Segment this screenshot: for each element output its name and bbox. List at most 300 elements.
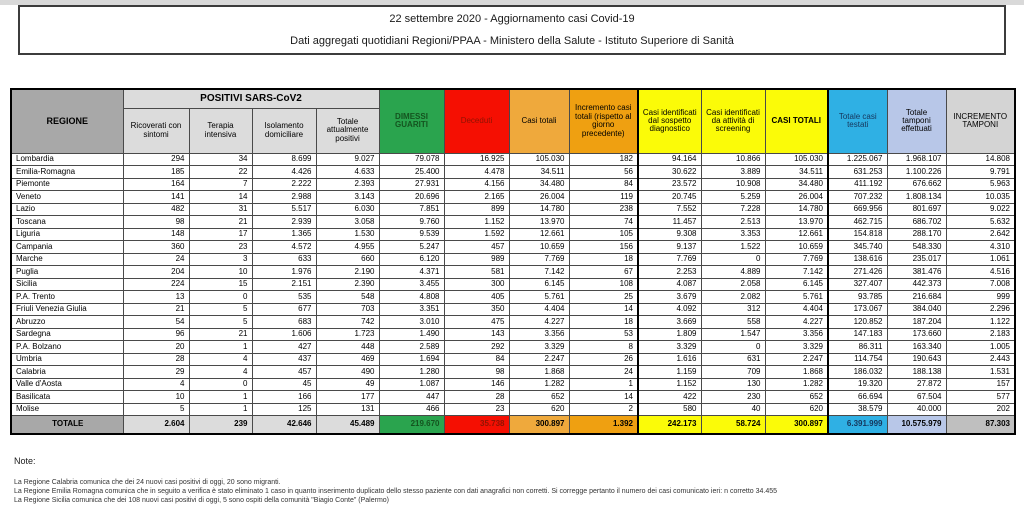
value-cell: 0: [701, 253, 765, 266]
table-row: [11, 366, 1015, 379]
value-cell: 94.164: [638, 153, 701, 166]
value-cell: 1: [189, 391, 252, 404]
value-cell: 131: [316, 403, 379, 416]
value-cell: 4.227: [765, 316, 828, 329]
col-header-sospetto-diagnostico: Casi identificati dal sospetto diagnostico: [638, 89, 701, 153]
value-cell: 146: [444, 378, 509, 391]
value-cell: 202: [946, 403, 1015, 416]
value-cell: 8.699: [252, 153, 316, 166]
value-cell: 20.696: [379, 191, 444, 204]
value-cell: 294: [123, 153, 189, 166]
value-cell: 21: [189, 328, 252, 341]
table-row: [11, 403, 1015, 416]
value-cell: 5.259: [701, 191, 765, 204]
value-cell: 114.754: [828, 353, 887, 366]
value-cell: 154.818: [828, 228, 887, 241]
value-cell: 86.311: [828, 341, 887, 354]
value-cell: 31: [189, 203, 252, 216]
value-cell: 422: [638, 391, 701, 404]
table-row: [11, 166, 1015, 179]
value-cell: 899: [444, 203, 509, 216]
value-cell: 3.353: [701, 228, 765, 241]
value-cell: 130: [701, 378, 765, 391]
value-cell: 490: [316, 366, 379, 379]
col-header-casi-totali: Casi totali: [509, 89, 569, 153]
value-cell: 163.340: [887, 341, 946, 354]
value-cell: 166: [252, 391, 316, 404]
value-cell: 0: [701, 341, 765, 354]
value-cell: 34.511: [509, 166, 569, 179]
value-cell: 21: [123, 303, 189, 316]
value-cell: 156: [569, 241, 638, 254]
value-cell: 108: [569, 278, 638, 291]
value-cell: 120.852: [828, 316, 887, 329]
value-cell: 620: [765, 403, 828, 416]
value-cell: 3.455: [379, 278, 444, 291]
value-cell: 2.393: [316, 178, 379, 191]
value-cell: 2.513: [701, 216, 765, 229]
value-cell: 4.227: [509, 316, 569, 329]
value-cell: 27.931: [379, 178, 444, 191]
value-cell: 1.152: [444, 216, 509, 229]
value-cell: 312: [701, 303, 765, 316]
value-cell: 98: [123, 216, 189, 229]
value-cell: 58.724: [701, 416, 765, 434]
value-cell: 105.030: [509, 153, 569, 166]
value-cell: 9.760: [379, 216, 444, 229]
col-header-dimessi-guariti: DIMESSI GUARITI: [379, 89, 444, 153]
value-cell: 466: [379, 403, 444, 416]
value-cell: 1.280: [379, 366, 444, 379]
value-cell: 676.662: [887, 178, 946, 191]
value-cell: 989: [444, 253, 509, 266]
value-cell: 6.145: [509, 278, 569, 291]
value-cell: 11.457: [638, 216, 701, 229]
region-name: Piemonte: [11, 178, 123, 191]
table-row: [11, 178, 1015, 191]
value-cell: 10: [123, 391, 189, 404]
value-cell: 300: [444, 278, 509, 291]
region-name: Abruzzo: [11, 316, 123, 329]
value-cell: 30.622: [638, 166, 701, 179]
col-header-incremento-tamponi: INCREMENTO TAMPONI: [946, 89, 1015, 153]
value-cell: 79.078: [379, 153, 444, 166]
value-cell: 14.808: [946, 153, 1015, 166]
value-cell: 4.310: [946, 241, 1015, 254]
region-name: Campania: [11, 241, 123, 254]
table-row: [11, 216, 1015, 229]
col-header-casi-totali-2: CASI TOTALI: [765, 89, 828, 153]
col-header-isolamento: Isolamento domiciliare: [252, 108, 316, 153]
value-cell: 703: [316, 303, 379, 316]
value-cell: 3.351: [379, 303, 444, 316]
value-cell: 5.247: [379, 241, 444, 254]
value-cell: 2.058: [701, 278, 765, 291]
value-cell: 1.592: [444, 228, 509, 241]
value-cell: 457: [252, 366, 316, 379]
value-cell: 1.531: [946, 366, 1015, 379]
value-cell: 7.142: [765, 266, 828, 279]
value-cell: 238: [569, 203, 638, 216]
value-cell: 742: [316, 316, 379, 329]
value-cell: 87.303: [946, 416, 1015, 434]
value-cell: 14: [569, 391, 638, 404]
value-cell: 1: [189, 341, 252, 354]
value-cell: 25.400: [379, 166, 444, 179]
value-cell: 577: [946, 391, 1015, 404]
table-row: [11, 278, 1015, 291]
value-cell: 9.791: [946, 166, 1015, 179]
value-cell: 105.030: [765, 153, 828, 166]
value-cell: 2.222: [252, 178, 316, 191]
value-cell: 1.225.067: [828, 153, 887, 166]
table-body: [11, 153, 1015, 434]
table-row: [11, 291, 1015, 304]
value-cell: 10.035: [946, 191, 1015, 204]
value-cell: 2.443: [946, 353, 1015, 366]
value-cell: 4.092: [638, 303, 701, 316]
value-cell: 411.192: [828, 178, 887, 191]
value-cell: 405: [444, 291, 509, 304]
value-cell: 9.022: [946, 203, 1015, 216]
value-cell: 23: [444, 403, 509, 416]
value-cell: 3.329: [765, 341, 828, 354]
value-cell: 686.702: [887, 216, 946, 229]
value-cell: 1: [189, 403, 252, 416]
value-cell: 2.183: [946, 328, 1015, 341]
region-name: Veneto: [11, 191, 123, 204]
value-cell: 1.152: [638, 378, 701, 391]
value-cell: 3.329: [638, 341, 701, 354]
value-cell: 427: [252, 341, 316, 354]
value-cell: 10.659: [765, 241, 828, 254]
value-cell: 56: [569, 166, 638, 179]
value-cell: 18: [569, 253, 638, 266]
value-cell: 300.897: [765, 416, 828, 434]
report-subtitle: Dati aggregati quotidiani Regioni/PPAA - Ministero della Salute - Istituto Superiore di Sanità: [290, 35, 734, 47]
value-cell: 4.371: [379, 266, 444, 279]
value-cell: 21: [189, 216, 252, 229]
value-cell: 10.908: [701, 178, 765, 191]
value-cell: 54: [123, 316, 189, 329]
value-cell: 26.004: [765, 191, 828, 204]
value-cell: 242.173: [638, 416, 701, 434]
value-cell: 4.478: [444, 166, 509, 179]
table-row: [11, 228, 1015, 241]
value-cell: 38.579: [828, 403, 887, 416]
report-date-title: 22 settembre 2020 - Aggiornamento casi Covid-19: [389, 13, 635, 25]
value-cell: 13.970: [765, 216, 828, 229]
region-name: Calabria: [11, 366, 123, 379]
table-row: [11, 191, 1015, 204]
value-cell: 2.247: [509, 353, 569, 366]
value-cell: 173.067: [828, 303, 887, 316]
value-cell: 7.008: [946, 278, 1015, 291]
value-cell: 1.976: [252, 266, 316, 279]
value-cell: 548.330: [887, 241, 946, 254]
value-cell: 6.391.999: [828, 416, 887, 434]
value-cell: 14: [189, 191, 252, 204]
value-cell: 2.939: [252, 216, 316, 229]
value-cell: 14: [569, 303, 638, 316]
value-cell: 1.061: [946, 253, 1015, 266]
value-cell: 1.868: [509, 366, 569, 379]
value-cell: 18: [569, 316, 638, 329]
col-header-screening: Casi identificati da attività di screening: [701, 89, 765, 153]
region-name: Liguria: [11, 228, 123, 241]
value-cell: 148: [123, 228, 189, 241]
region-name: Emilia-Romagna: [11, 166, 123, 179]
value-cell: 4.955: [316, 241, 379, 254]
value-cell: 3.679: [638, 291, 701, 304]
value-cell: 3.356: [765, 328, 828, 341]
value-cell: 28: [123, 353, 189, 366]
value-cell: 67.504: [887, 391, 946, 404]
value-cell: 2.151: [252, 278, 316, 291]
value-cell: 3.329: [509, 341, 569, 354]
value-cell: 4.516: [946, 266, 1015, 279]
value-cell: 138.616: [828, 253, 887, 266]
value-cell: 45.489: [316, 416, 379, 434]
value-cell: 182: [569, 153, 638, 166]
table-row: [11, 378, 1015, 391]
value-cell: 29: [123, 366, 189, 379]
value-cell: 6.145: [765, 278, 828, 291]
value-cell: 5.761: [509, 291, 569, 304]
region-name: Lombardia: [11, 153, 123, 166]
value-cell: 442.373: [887, 278, 946, 291]
col-header-incremento-casi: Incremento casi totali (rispetto al giorno precedente): [569, 89, 638, 153]
value-cell: 13.970: [509, 216, 569, 229]
value-cell: 535: [252, 291, 316, 304]
value-cell: 2.082: [701, 291, 765, 304]
value-cell: 143: [444, 328, 509, 341]
value-cell: 1: [569, 378, 638, 391]
region-name: P.A. Trento: [11, 291, 123, 304]
value-cell: 1.723: [316, 328, 379, 341]
value-cell: 1.616: [638, 353, 701, 366]
value-cell: 2: [569, 403, 638, 416]
value-cell: 7: [189, 178, 252, 191]
value-cell: 9.539: [379, 228, 444, 241]
value-cell: 188.138: [887, 366, 946, 379]
value-cell: 4.087: [638, 278, 701, 291]
value-cell: 53: [569, 328, 638, 341]
value-cell: 40: [701, 403, 765, 416]
value-cell: 581: [444, 266, 509, 279]
col-header-casi-testati: Totale casi testati: [828, 89, 887, 153]
table-row: [11, 303, 1015, 316]
region-name: Puglia: [11, 266, 123, 279]
value-cell: 5: [189, 303, 252, 316]
value-cell: 34.511: [765, 166, 828, 179]
value-cell: 1.365: [252, 228, 316, 241]
value-cell: 0: [189, 378, 252, 391]
value-cell: 631: [701, 353, 765, 366]
value-cell: 84: [444, 353, 509, 366]
value-cell: 3.010: [379, 316, 444, 329]
value-cell: 0: [189, 291, 252, 304]
value-cell: 2.190: [316, 266, 379, 279]
value-cell: 7.228: [701, 203, 765, 216]
value-cell: 45: [252, 378, 316, 391]
value-cell: 469: [316, 353, 379, 366]
value-cell: 652: [509, 391, 569, 404]
value-cell: 271.426: [828, 266, 887, 279]
title-box: [18, 5, 1006, 55]
value-cell: 669.956: [828, 203, 887, 216]
value-cell: 1.809: [638, 328, 701, 341]
value-cell: 1.282: [765, 378, 828, 391]
value-cell: 28: [444, 391, 509, 404]
value-cell: 2.642: [946, 228, 1015, 241]
col-header-deceduti: Deceduti: [444, 89, 509, 153]
value-cell: 1.968.107: [887, 153, 946, 166]
value-cell: 239: [189, 416, 252, 434]
value-cell: 25: [569, 291, 638, 304]
value-cell: 580: [638, 403, 701, 416]
value-cell: 20.745: [638, 191, 701, 204]
value-cell: 633: [252, 253, 316, 266]
value-cell: 5.761: [765, 291, 828, 304]
value-cell: 26: [569, 353, 638, 366]
value-cell: 327.407: [828, 278, 887, 291]
value-cell: 96: [123, 328, 189, 341]
value-cell: 2.988: [252, 191, 316, 204]
value-cell: 660: [316, 253, 379, 266]
value-cell: 4.889: [701, 266, 765, 279]
value-cell: 5: [123, 403, 189, 416]
value-cell: 1.100.226: [887, 166, 946, 179]
value-cell: 1.392: [569, 416, 638, 434]
value-cell: 1.159: [638, 366, 701, 379]
value-cell: 1.606: [252, 328, 316, 341]
region-name: Lazio: [11, 203, 123, 216]
value-cell: 4: [123, 378, 189, 391]
value-cell: 3.058: [316, 216, 379, 229]
value-cell: 2.296: [946, 303, 1015, 316]
value-cell: 20: [123, 341, 189, 354]
value-cell: 448: [316, 341, 379, 354]
table-row: [11, 253, 1015, 266]
value-cell: 105: [569, 228, 638, 241]
value-cell: 16.925: [444, 153, 509, 166]
region-name: Friuli Venezia Giulia: [11, 303, 123, 316]
value-cell: 7.769: [638, 253, 701, 266]
value-cell: 683: [252, 316, 316, 329]
value-cell: 84: [569, 178, 638, 191]
value-cell: 6.120: [379, 253, 444, 266]
value-cell: 1.530: [316, 228, 379, 241]
table-row: [11, 153, 1015, 166]
value-cell: 12.661: [765, 228, 828, 241]
value-cell: 49: [316, 378, 379, 391]
value-cell: 1.694: [379, 353, 444, 366]
value-cell: 7.142: [509, 266, 569, 279]
value-cell: 3.143: [316, 191, 379, 204]
value-cell: 707.232: [828, 191, 887, 204]
value-cell: 2.165: [444, 191, 509, 204]
value-cell: 125: [252, 403, 316, 416]
value-cell: 157: [946, 378, 1015, 391]
value-cell: 5: [189, 316, 252, 329]
value-cell: 709: [701, 366, 765, 379]
value-cell: 185: [123, 166, 189, 179]
table-row: [11, 316, 1015, 329]
col-header-ricoverati: Ricoverati con sintomi: [123, 108, 189, 153]
value-cell: 224: [123, 278, 189, 291]
value-cell: 5.517: [252, 203, 316, 216]
value-cell: 187.204: [887, 316, 946, 329]
value-cell: 1.282: [509, 378, 569, 391]
value-cell: 10.659: [509, 241, 569, 254]
value-cell: 7.851: [379, 203, 444, 216]
value-cell: 147.183: [828, 328, 887, 341]
value-cell: 2.247: [765, 353, 828, 366]
col-group-positivi: POSITIVI SARS-CoV2: [123, 89, 379, 108]
value-cell: 457: [444, 241, 509, 254]
value-cell: 4.404: [509, 303, 569, 316]
col-header-tamponi: Totale tamponi effettuati: [887, 89, 946, 153]
value-cell: 66.694: [828, 391, 887, 404]
note-calabria: La Regione Calabria comunica che dei 24 nuovi casi positivi di oggi, 20 sono migranti.: [14, 479, 281, 486]
value-cell: 3.669: [638, 316, 701, 329]
notes-title: Note:: [14, 456, 36, 466]
value-cell: 7.769: [765, 253, 828, 266]
value-cell: 2.604: [123, 416, 189, 434]
region-name: Toscana: [11, 216, 123, 229]
region-name: Marche: [11, 253, 123, 266]
value-cell: 4: [189, 366, 252, 379]
col-header-regione: REGIONE: [11, 89, 123, 153]
value-cell: 10.866: [701, 153, 765, 166]
value-cell: 10: [189, 266, 252, 279]
value-cell: 235.017: [887, 253, 946, 266]
value-cell: 173.660: [887, 328, 946, 341]
value-cell: 1.087: [379, 378, 444, 391]
value-cell: 384.040: [887, 303, 946, 316]
value-cell: 350: [444, 303, 509, 316]
value-cell: 10.575.979: [887, 416, 946, 434]
table-row: [11, 241, 1015, 254]
value-cell: 19.320: [828, 378, 887, 391]
value-cell: 345.740: [828, 241, 887, 254]
value-cell: 801.697: [887, 203, 946, 216]
covid-data-table: [10, 88, 1016, 435]
value-cell: 3.889: [701, 166, 765, 179]
value-cell: 26.004: [509, 191, 569, 204]
region-name: Valle d'Aosta: [11, 378, 123, 391]
value-cell: 98: [444, 366, 509, 379]
totals-row: [11, 416, 1015, 434]
value-cell: 1.490: [379, 328, 444, 341]
value-cell: 1.868: [765, 366, 828, 379]
value-cell: 34.480: [765, 178, 828, 191]
value-cell: 190.643: [887, 353, 946, 366]
notes-section: [14, 456, 1014, 505]
value-cell: 360: [123, 241, 189, 254]
value-cell: 548: [316, 291, 379, 304]
table-header: [11, 89, 1015, 153]
value-cell: 27.872: [887, 378, 946, 391]
value-cell: 9.308: [638, 228, 701, 241]
value-cell: 93.785: [828, 291, 887, 304]
value-cell: 4.572: [252, 241, 316, 254]
value-cell: 14.780: [765, 203, 828, 216]
value-cell: 1.547: [701, 328, 765, 341]
table-row: [11, 328, 1015, 341]
value-cell: 292: [444, 341, 509, 354]
